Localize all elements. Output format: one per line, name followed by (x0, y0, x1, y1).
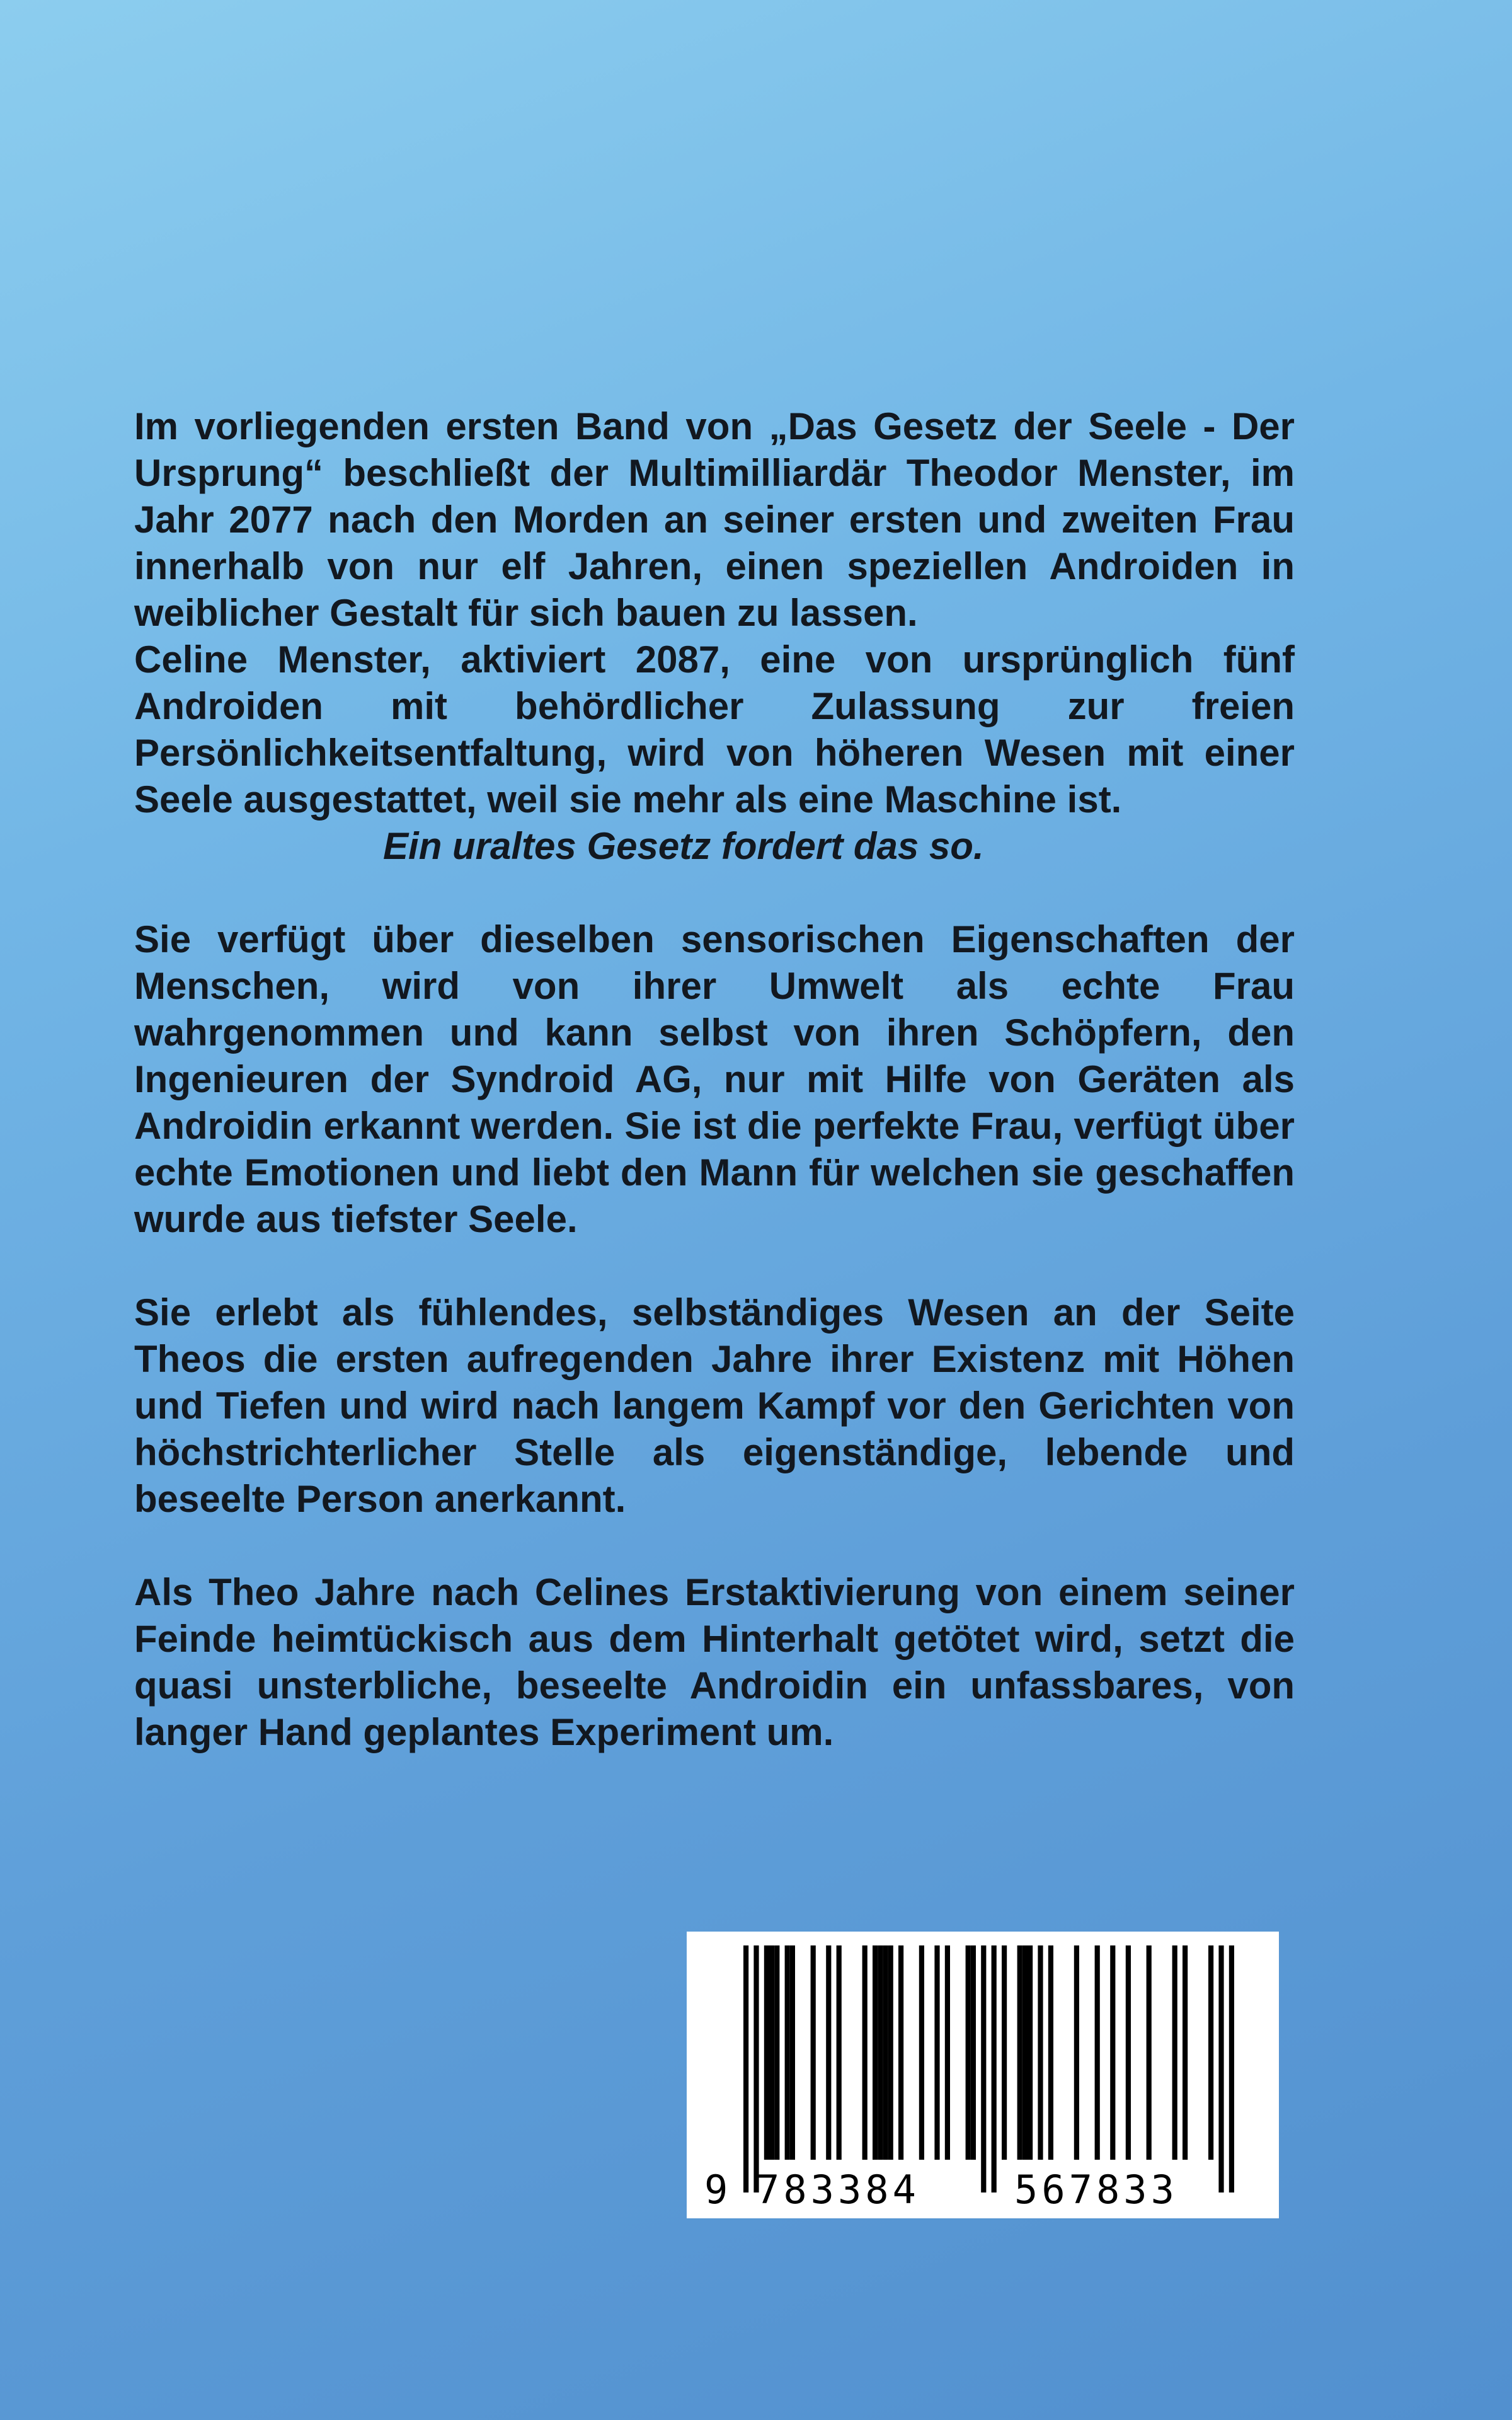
barcode-bar (898, 1945, 903, 2160)
barcode-bar (1048, 1945, 1053, 2160)
barcode-bar (1172, 1945, 1177, 2160)
barcode-bar (774, 1945, 779, 2160)
barcode-bar (966, 1945, 971, 2160)
barcode-lead-digit: 9 (704, 2167, 732, 2213)
barcode-bar (1038, 1945, 1043, 2160)
barcode-bar (790, 1945, 795, 2160)
barcode-bar (934, 1945, 939, 2160)
barcode-bar (1074, 1945, 1079, 2160)
barcode-bar (888, 1945, 893, 2160)
barcode-bar (1126, 1945, 1131, 2160)
blurb-italic-quote: Ein uraltes Gesetz fordert das so. (383, 825, 984, 867)
barcode-bar (878, 1945, 883, 2160)
blurb-paragraph-experiment: Als Theo Jahre nach Celines Erstaktivierung von einem seiner Feinde heimtückisch aus dem Hinterhalt getötet wird, setzt die quasi unsterbliche, beseelte Androidin ein unfassbares, von langer Hand geplantes Experiment um. (134, 1571, 1295, 1753)
barcode-bar (883, 1945, 888, 2160)
barcode-bar (1183, 1945, 1188, 2160)
blurb-paragraph-existence: Sie erlebt als fühlendes, selbständiges Wesen an der Seite Theos die ersten aufregenden Jahre ihrer Existenz mit Höhen und Tiefen und wird nach langem Kampf vor den Gerichten von höchstrichterlicher Stelle als eigenständige, lebende und beseelte Person anerkannt. (134, 1291, 1295, 1520)
barcode-right-digits: 567833 (1014, 2167, 1178, 2213)
barcode-bar (826, 1945, 831, 2160)
barcode-bar (1208, 1945, 1213, 2160)
barcode-guard-bar (981, 1945, 986, 2192)
barcode-guard-bar (753, 1945, 759, 2192)
barcode-bar (1022, 1945, 1028, 2160)
barcode-bar (837, 1945, 842, 2160)
barcode-guard-bar (1229, 1945, 1234, 2192)
barcode-bar (945, 1945, 950, 2160)
isbn-barcode (687, 1932, 1279, 2218)
blurb-paragraph-intro: Im vorliegenden ersten Band von „Das Gesetz der Seele - Der Ursprung“ beschließt der Multimilliardär Theodor Menster, im Jahr 2077 nach den Morden an seiner ersten und zweiten Frau innerhalb von nur elf Jahren, einen speziellen Androiden in weiblicher Gestalt für sich bauen zu lassen. (134, 405, 1295, 634)
barcode-bar (971, 1945, 976, 2160)
barcode-bar (1002, 1945, 1007, 2160)
barcode-left-digits: 783384 (756, 2167, 920, 2213)
barcode-bar (1147, 1945, 1152, 2160)
barcode-guard-bar (992, 1945, 997, 2192)
barcode-bar (764, 1945, 769, 2160)
barcode-bar (1095, 1945, 1100, 2160)
barcode-bar (919, 1945, 924, 2160)
barcode-bar (785, 1945, 790, 2160)
barcode-bar (873, 1945, 878, 2160)
blurb-paragraph-senses: Sie verfügt über dieselben sensorischen Eigenschaften der Menschen, wird von ihrer Umwelt als echte Frau wahrgenommen und kann selbst von ihren Schöpfern, den Ingenieuren der Syndroid AG, nur mit Hilfe von Geräten als Androidin erkannt werden. Sie ist die perfekte Frau, verfügt über echte Emotionen und liebt den Mann für welchen sie geschaffen wurde aus tiefster Seele. (134, 918, 1295, 1240)
blurb-paragraph-celine: Celine Menster, aktiviert 2087, eine von ursprünglich fünf Androiden mit behördlicher Zulassung zur freien Persönlichkeitsentfaltung, wird von höheren Wesen mit einer Seele ausgestattet, weil sie mehr als eine Maschine ist. (134, 638, 1295, 821)
barcode-bar (1028, 1945, 1033, 2160)
barcode-bar (862, 1945, 868, 2160)
blurb-text (134, 403, 1295, 1756)
barcode-guard-bar (1218, 1945, 1223, 2192)
barcode-guard-bar (743, 1945, 748, 2192)
barcode-bar (769, 1945, 774, 2160)
barcode-bar (811, 1945, 816, 2160)
barcode-bar (1110, 1945, 1115, 2160)
barcode-bar (1017, 1945, 1022, 2160)
